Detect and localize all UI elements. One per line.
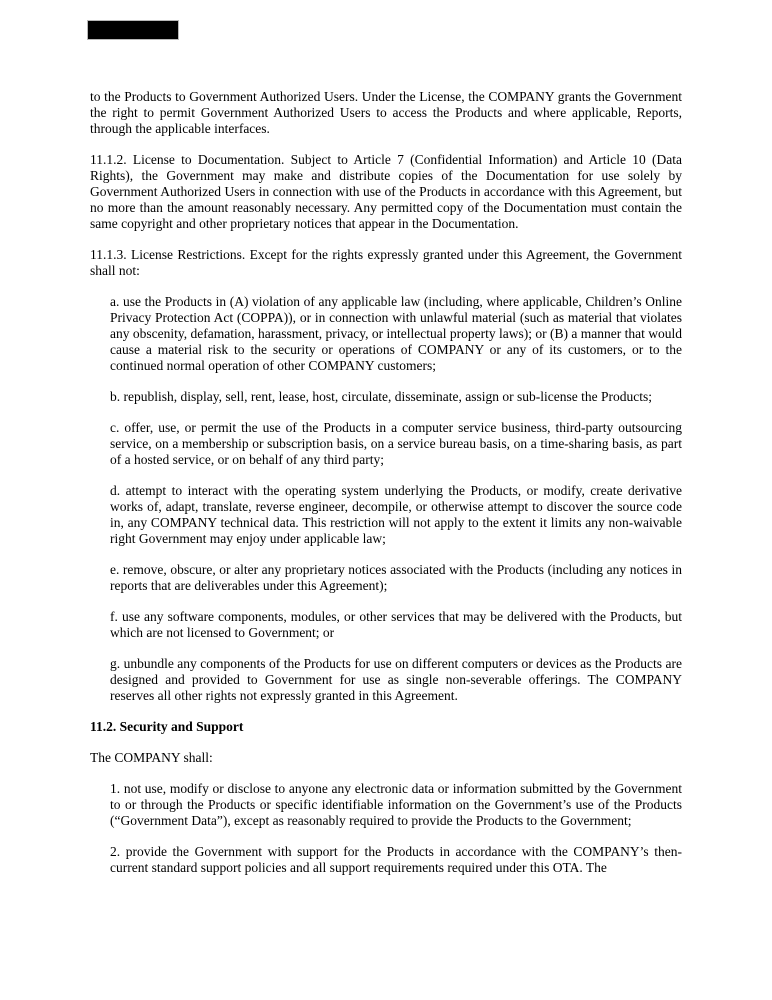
- support-item-1: 1. not use, modify or disclose to anyone any electronic data or information submitted by the Government to or through the Products or specific identifiable information on the Government’s use of the Products (“Government Data”), except as reasonably required to provide the Products to the Government;: [110, 781, 682, 828]
- restriction-item-a: a. use the Products in (A) violation of any applicable law (including, where applicable, Children’s Online Privacy Protection Act (COPPA)), or in connection with unlawful material (such as material that violates any obscenity, defamation, harassment, privacy, or intellectual property laws); or (B) a manner that would cause a material risk to the security or operations of COMPANY or any of its customers, or to the continued normal operation of other COMPANY customers;: [110, 294, 682, 373]
- paragraph-license-grant-continuation: to the Products to Government Authorized Users. Under the License, the COMPANY grants the Government the right to permit Government Authorized Users to access the Products and where applicable, Reports, through the applicable interfaces.: [90, 89, 682, 136]
- restriction-item-d: d. attempt to interact with the operating system underlying the Products, or modify, create derivative works of, adapt, translate, reverse engineer, decompile, or otherwise attempt to discover the source code in, any COMPANY technical data. This restriction will not apply to the extent it limits any non-waivable right Government may enjoy under applicable law;: [110, 483, 682, 546]
- restriction-item-g: g. unbundle any components of the Products for use on different computers or devices as the Products are designed and provided to Government for use as single non-severable offerings. The COMPANY reserves all other rights not expressly granted in this Agreement.: [110, 656, 682, 703]
- paragraph-the-company-shall: The COMPANY shall:: [90, 750, 213, 765]
- redaction-bar: [88, 21, 178, 39]
- restriction-item-c: c. offer, use, or permit the use of the Products in a computer service business, third-party outsourcing service, on a membership or subscription basis, on a service bureau basis, on a time-sharing basis, as part of a hosted service, or on behalf of any third party;: [110, 420, 682, 467]
- document-body: [90, 89, 682, 891]
- heading-11-2-security-and-support: 11.2. Security and Support: [90, 719, 244, 734]
- support-item-2: 2. provide the Government with support for the Products in accordance with the COMPANY’s then-current standard support policies and all support requirements required under this OTA. The: [110, 844, 682, 875]
- restriction-item-f: f. use any software components, modules, or other services that may be delivered with the Products, but which are not licensed to Government; or: [110, 609, 682, 640]
- restriction-item-b: b. republish, display, sell, rent, lease, host, circulate, disseminate, assign or sub-license the Products;: [110, 389, 653, 404]
- restriction-item-e: e. remove, obscure, or alter any proprietary notices associated with the Products (including any notices in reports that are deliverables under this Agreement);: [110, 562, 682, 593]
- paragraph-11-1-2-license-to-documentation: 11.1.2. License to Documentation. Subject to Article 7 (Confidential Information) and Article 10 (Data Rights), the Government may make and distribute copies of the Documentation for use solely by Government Authorized Users in connection with use of the Products in accordance with this Agreement, but no more than the amount reasonably necessary. Any permitted copy of the Documentation must contain the same copyright and other proprietary notices that appear in the Documentation.: [90, 152, 682, 231]
- paragraph-11-1-3-license-restrictions: 11.1.3. License Restrictions. Except for the rights expressly granted under this Agreement, the Government shall not:: [90, 247, 682, 278]
